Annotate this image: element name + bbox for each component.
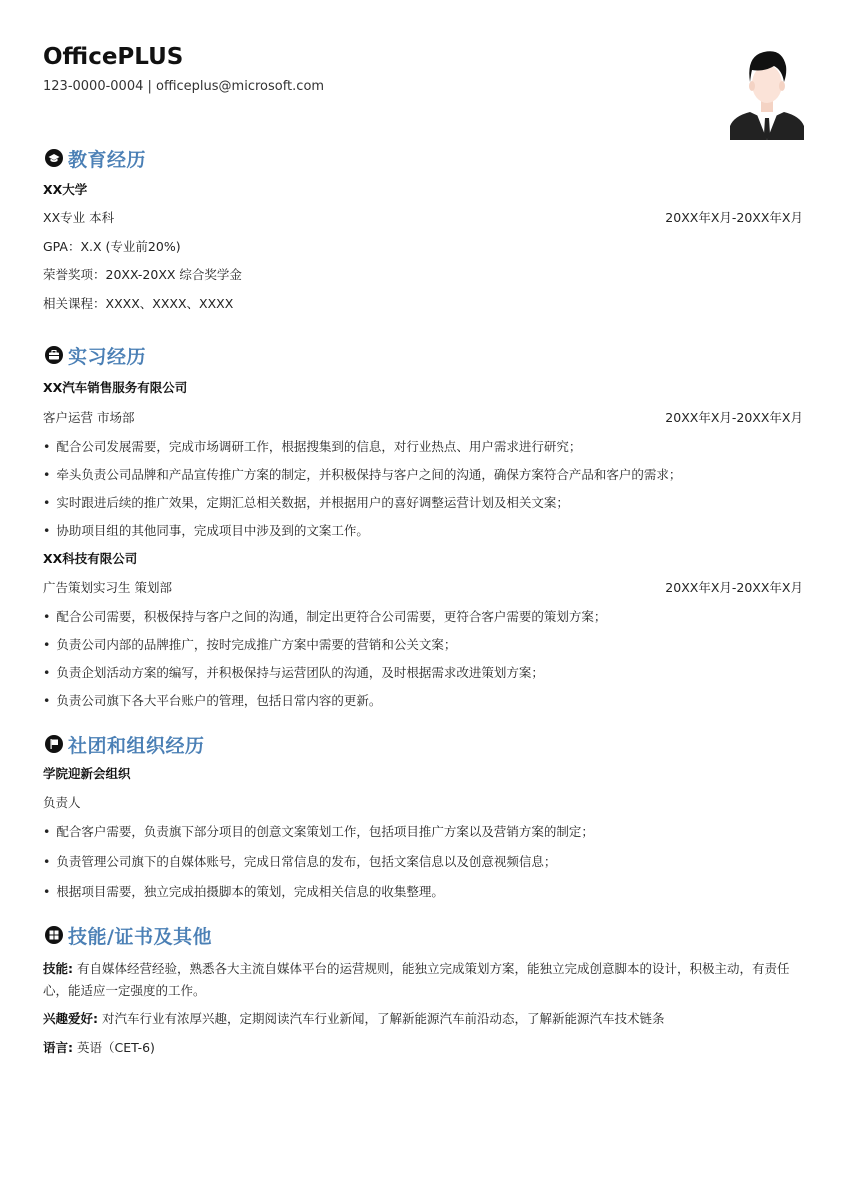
job-date: 20XX年X月-20XX年X月 bbox=[665, 580, 803, 595]
list-item: • 负责公司旗下各大平台账户的管理，包括日常内容的更新。 bbox=[43, 692, 803, 710]
grid-icon bbox=[45, 926, 63, 944]
hobby-paragraph bbox=[43, 1008, 805, 1030]
skills-section-title bbox=[45, 922, 212, 948]
section-heading: 实习经历 bbox=[68, 345, 147, 368]
major: XX专业 本科 bbox=[43, 210, 115, 225]
list-item: • 实时跟进后续的推广效果，定期汇总相关数据，并根据用户的喜好调整运营计划及相关文案； bbox=[43, 494, 803, 512]
briefcase-icon bbox=[45, 346, 63, 364]
section-heading: 教育经历 bbox=[68, 148, 147, 171]
org-name: 学院迎新会组织 bbox=[43, 766, 131, 781]
job-date: 20XX年X月-20XX年X月 bbox=[665, 410, 803, 425]
education-date: 20XX年X月-20XX年X月 bbox=[665, 210, 803, 225]
club-section-title bbox=[45, 731, 205, 757]
company-name: XX汽车销售服务有限公司 bbox=[43, 380, 188, 395]
skills-paragraph bbox=[43, 958, 805, 1002]
graduation-cap-icon bbox=[45, 149, 63, 167]
skills-text: 有自媒体经营经验，熟悉各大主流自媒体平台的运营规则，能独立完成策划方案，能独立完成创意脚本的设计，积极主动，有责任心，能适应一定强度的工作。 bbox=[43, 961, 790, 998]
job-role-row bbox=[43, 409, 803, 427]
list-item: • 协助项目组的其他同事，完成项目中涉及到的文案工作。 bbox=[43, 522, 803, 540]
internship-section-title bbox=[45, 342, 146, 368]
education-section-title bbox=[45, 145, 146, 171]
skills-label: 技能: bbox=[43, 961, 73, 976]
hobby-text: 对汽车行业有浓厚兴趣，定期阅读汽车行业新闻，了解新能源汽车前沿动态，了解新能源汽车技术链条 bbox=[98, 1011, 665, 1026]
company-name: XX科技有限公司 bbox=[43, 551, 138, 566]
avatar bbox=[730, 44, 804, 140]
language-label: 语言: bbox=[43, 1040, 73, 1055]
list-item: • 配合客户需要，负责旗下部分项目的创意文案策划工作，包括项目推广方案以及营销方案的制定； bbox=[43, 823, 803, 841]
list-item: • 负责企划活动方案的编写，并积极保持与运营团队的沟通，及时根据需求改进策划方案； bbox=[43, 664, 803, 682]
list-item: • 牵头负责公司品牌和产品宣传推广方案的制定，并积极保持与客户之间的沟通，确保方案符合产品和客户的需求； bbox=[43, 466, 803, 484]
job-role: 客户运营 市场部 bbox=[43, 410, 135, 425]
list-item: • 根据项目需要，独立完成拍摄脚本的策划，完成相关信息的收集整理。 bbox=[43, 883, 803, 901]
list-item: • 配合公司发展需要，完成市场调研工作，根据搜集到的信息，对行业热点、用户需求进行研究； bbox=[43, 438, 803, 456]
language-paragraph bbox=[43, 1037, 805, 1059]
honors: 荣誉奖项：20XX-20XX 综合奖学金 bbox=[43, 267, 242, 282]
school-name: XX大学 bbox=[43, 182, 88, 197]
list-item: • 配合公司需要，积极保持与客户之间的沟通，制定出更符合公司需要，更符合客户需要的策划方案； bbox=[43, 608, 803, 626]
job-role-row bbox=[43, 579, 803, 597]
section-heading: 技能/证书及其他 bbox=[68, 925, 212, 948]
flag-icon bbox=[45, 735, 63, 753]
gpa: GPA：X.X (专业前20%) bbox=[43, 239, 181, 254]
contact-info: 123-0000-0004 | officeplus@microsoft.com bbox=[43, 79, 325, 94]
resume-name: OfficePLUS bbox=[43, 44, 184, 70]
org-role: 负责人 bbox=[43, 795, 81, 810]
job-role: 广告策划实习生 策划部 bbox=[43, 580, 172, 595]
list-item: • 负责公司内部的品牌推广，按时完成推广方案中需要的营销和公关文案； bbox=[43, 636, 803, 654]
list-item: • 负责管理公司旗下的自媒体账号，完成日常信息的发布，包括文案信息以及创意视频信息； bbox=[43, 853, 803, 871]
hobby-label: 兴趣爱好: bbox=[43, 1011, 98, 1026]
education-major-row bbox=[43, 209, 803, 227]
section-heading: 社团和组织经历 bbox=[68, 734, 205, 757]
language-text: 英语（CET-6) bbox=[73, 1040, 155, 1055]
courses: 相关课程：XXXX、XXXX、XXXX bbox=[43, 296, 234, 311]
